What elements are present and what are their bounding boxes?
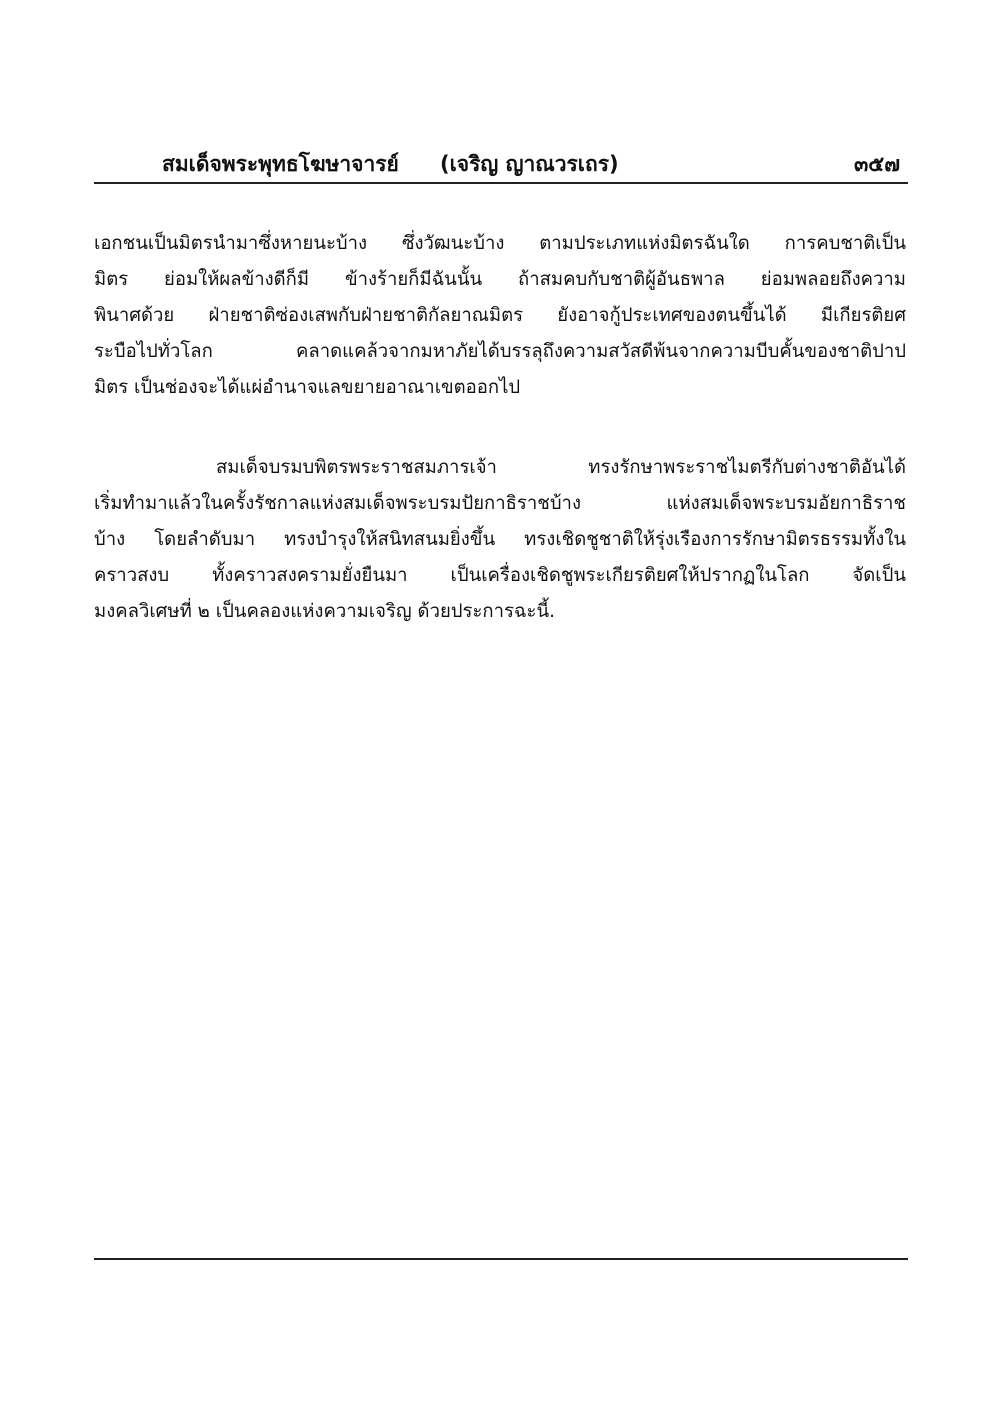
paragraph-2 xyxy=(94,450,906,630)
page-header xyxy=(94,138,908,184)
paragraph-2-line: คราวสงบ ทั้งคราวสงครามยั่งยืนมา เป็นเครื่องเชิดชูพระเกียรติยศให้ปรากฏในโลก จัดเป็น xyxy=(94,565,906,586)
header-monk-name: (เจริญ ญาณวรเถร) xyxy=(440,152,619,176)
paragraph-2-line: บ้าง โดยลำดับมา ทรงบำรุงให้สนิทสนมยิ่งขึ้น ทรงเชิดชูชาติให้รุ่งเรืองการรักษามิตรธรรมทั้งใน xyxy=(94,529,906,550)
paragraph-1-line: มิตร เป็นช่องจะได้แผ่อำนาจแลขยายอาณาเขตออกไป xyxy=(94,377,521,398)
paragraph-1-line: ระบือไปทั่วโลก คลาดแคล้วจากมหาภัยได้บรรลุถึงความสวัสดีพ้นจากความบีบคั้นของชาติปาป xyxy=(94,341,906,362)
paragraph-1-line: เอกชนเป็นมิตรนำมาซึ่งหายนะบ้าง ซึ่งวัฒนะบ้าง ตามประเภทแห่งมิตรฉันใด การคบชาติเป็น xyxy=(94,233,906,254)
page-number: ๓๕๗ xyxy=(853,152,900,176)
paragraph-1-line: พินาศด้วย ฝ่ายชาติซ่องเสพกับฝ่ายชาติกัลยาณมิตร ยังอาจกู้ประเทศของตนขึ้นได้ มีเกียรติยศ xyxy=(94,305,906,326)
footer-divider xyxy=(94,1258,908,1260)
paragraph-2-line: สมเด็จบรมบพิตรพระราชสมภารเจ้า ทรงรักษาพระราชไมตรีกับต่างชาติอันได้ xyxy=(216,457,906,478)
header-title: สมเด็จพระพุทธโฆษาจารย์ xyxy=(162,152,399,176)
paragraph-2-line: เริ่มทำมาแล้วในครั้งรัชกาลแห่งสมเด็จพระบรมปัยกาธิราชบ้าง แห่งสมเด็จพระบรมอัยกาธิราช xyxy=(94,493,906,514)
paragraph-1 xyxy=(94,226,906,406)
paragraph-2-line: มงคลวิเศษที่ ๒ เป็นคลองแห่งความเจริญ ด้วยประการฉะนี้. xyxy=(94,601,556,622)
paragraph-1-line: มิตร ย่อมให้ผลข้างดีก็มี ข้างร้ายก็มีฉันนั้น ถ้าสมคบกับชาติผู้อันธพาล ย่อมพลอยถึงความ xyxy=(94,269,906,290)
